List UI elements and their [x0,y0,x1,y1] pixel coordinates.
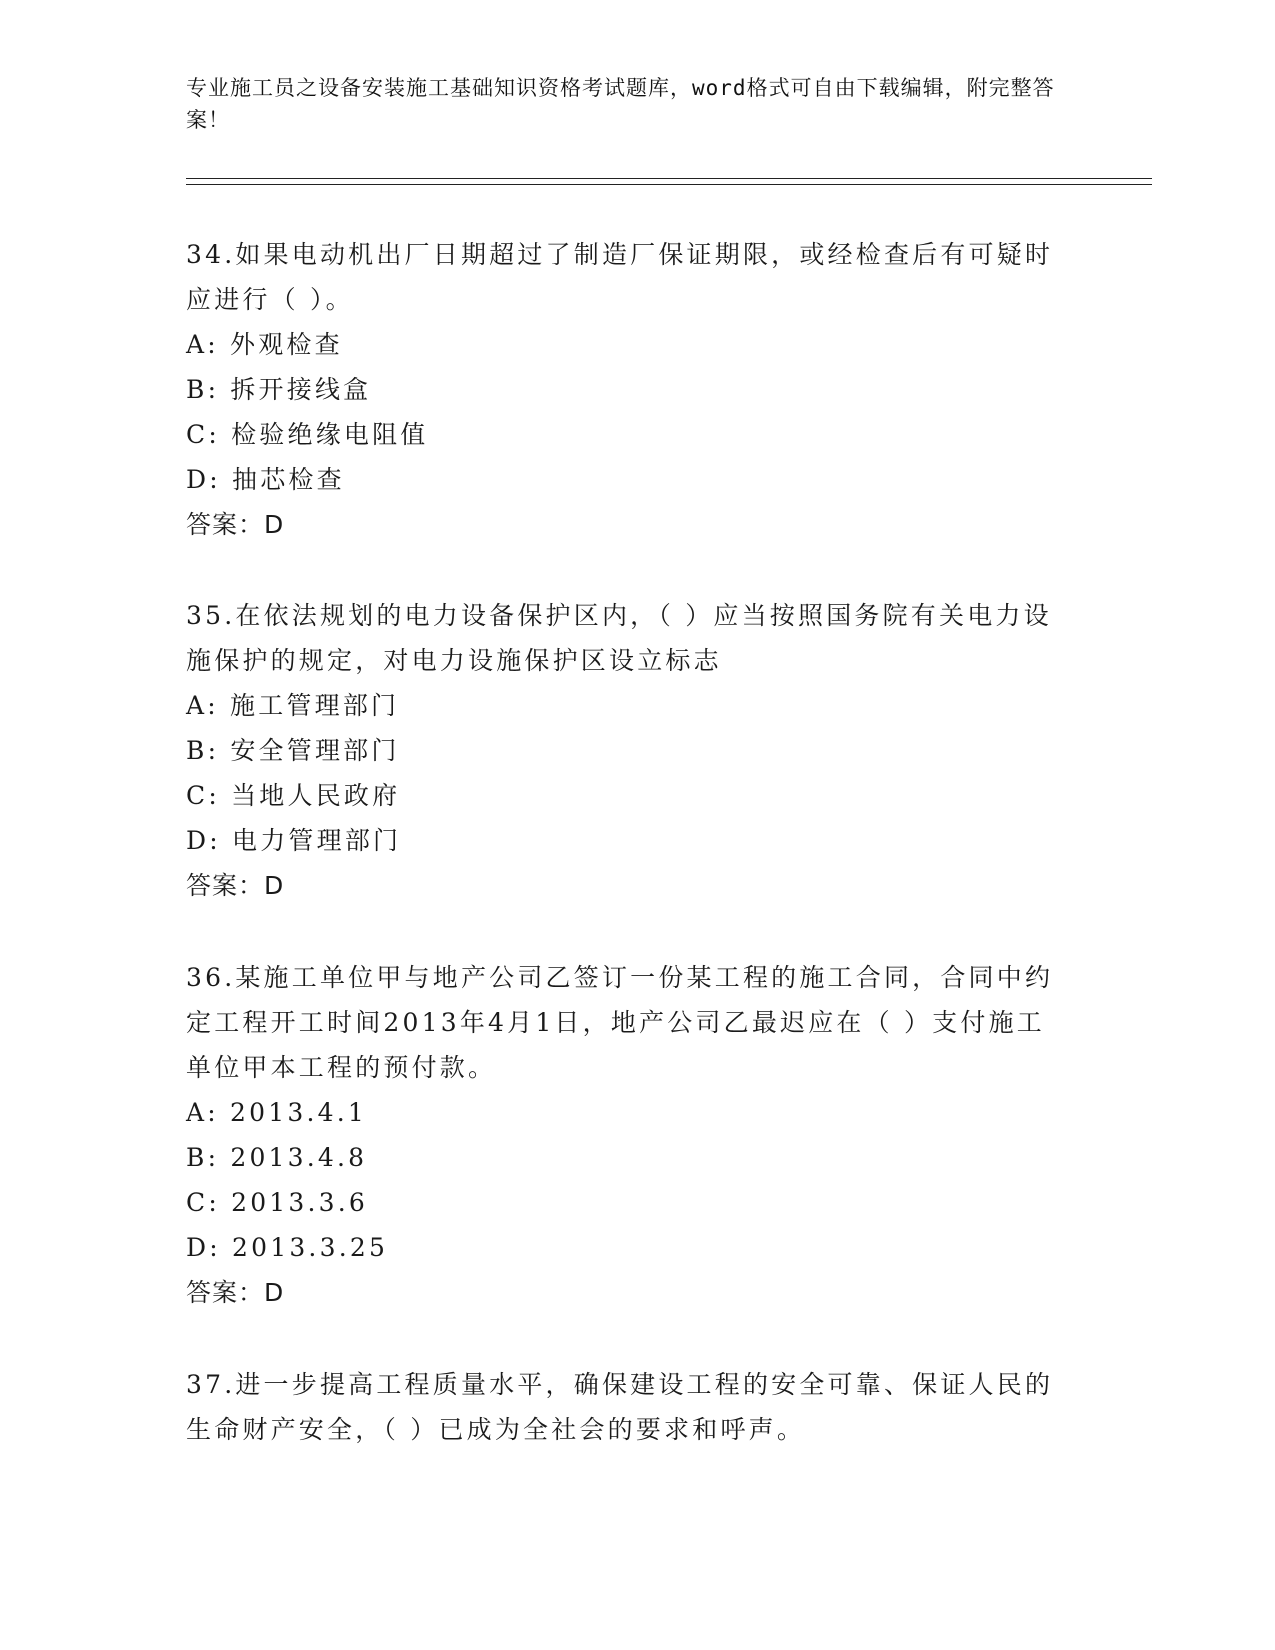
answer-line: 答案：D [186,510,285,539]
option-b: B: 拆开接线盒 [186,375,372,404]
option-c: C: 当地人民政府 [186,781,401,810]
option-c: C: 2013.3.6 [186,1188,369,1217]
header-text: 专业施工员之设备安装施工基础知识资格考试题库，word格式可自由下载编辑，附完整答案！ [186,76,1055,132]
question-text: 37.进一步提高工程质量水平，确保建设工程的安全可靠、保证人民的生命财产安全，（ ）已成为全社会的要求和呼声。 [186,1370,1054,1444]
question-text: 36.某施工单位甲与地产公司乙签订一份某工程的施工合同，合同中约定工程开工时间2013年4月1日，地产公司乙最迟应在（ ）支付施工单位甲本工程的预付款。 [186,963,1054,1082]
question-37 [186,1362,1066,1452]
option-b: B: 2013.4.8 [186,1143,368,1172]
header-divider-top [186,178,1152,179]
option-d: D: 抽芯检查 [186,465,345,494]
question-36 [186,955,1066,1315]
question-text: 35.在依法规划的电力设备保护区内，（ ）应当按照国务院有关电力设施保护的规定，对电力设施保护区设立标志 [186,601,1052,675]
option-b: B: 安全管理部门 [186,736,400,765]
header-divider-bottom [186,184,1152,185]
question-text: 34.如果电动机出厂日期超过了制造厂保证期限，或经检查后有可疑时应进行（ ）。 [186,240,1054,314]
option-a: A: 外观检查 [186,330,343,359]
answer-line: 答案：D [186,1278,285,1307]
option-a: A: 施工管理部门 [186,691,400,720]
question-34 [186,232,1066,547]
option-a: A: 2013.4.1 [186,1098,367,1127]
question-35 [186,593,1066,908]
answer-line: 答案：D [186,871,285,900]
document-header [186,72,1066,136]
option-c: C: 检验绝缘电阻值 [186,420,429,449]
option-d: D: 2013.3.25 [186,1233,389,1262]
option-d: D: 电力管理部门 [186,826,402,855]
